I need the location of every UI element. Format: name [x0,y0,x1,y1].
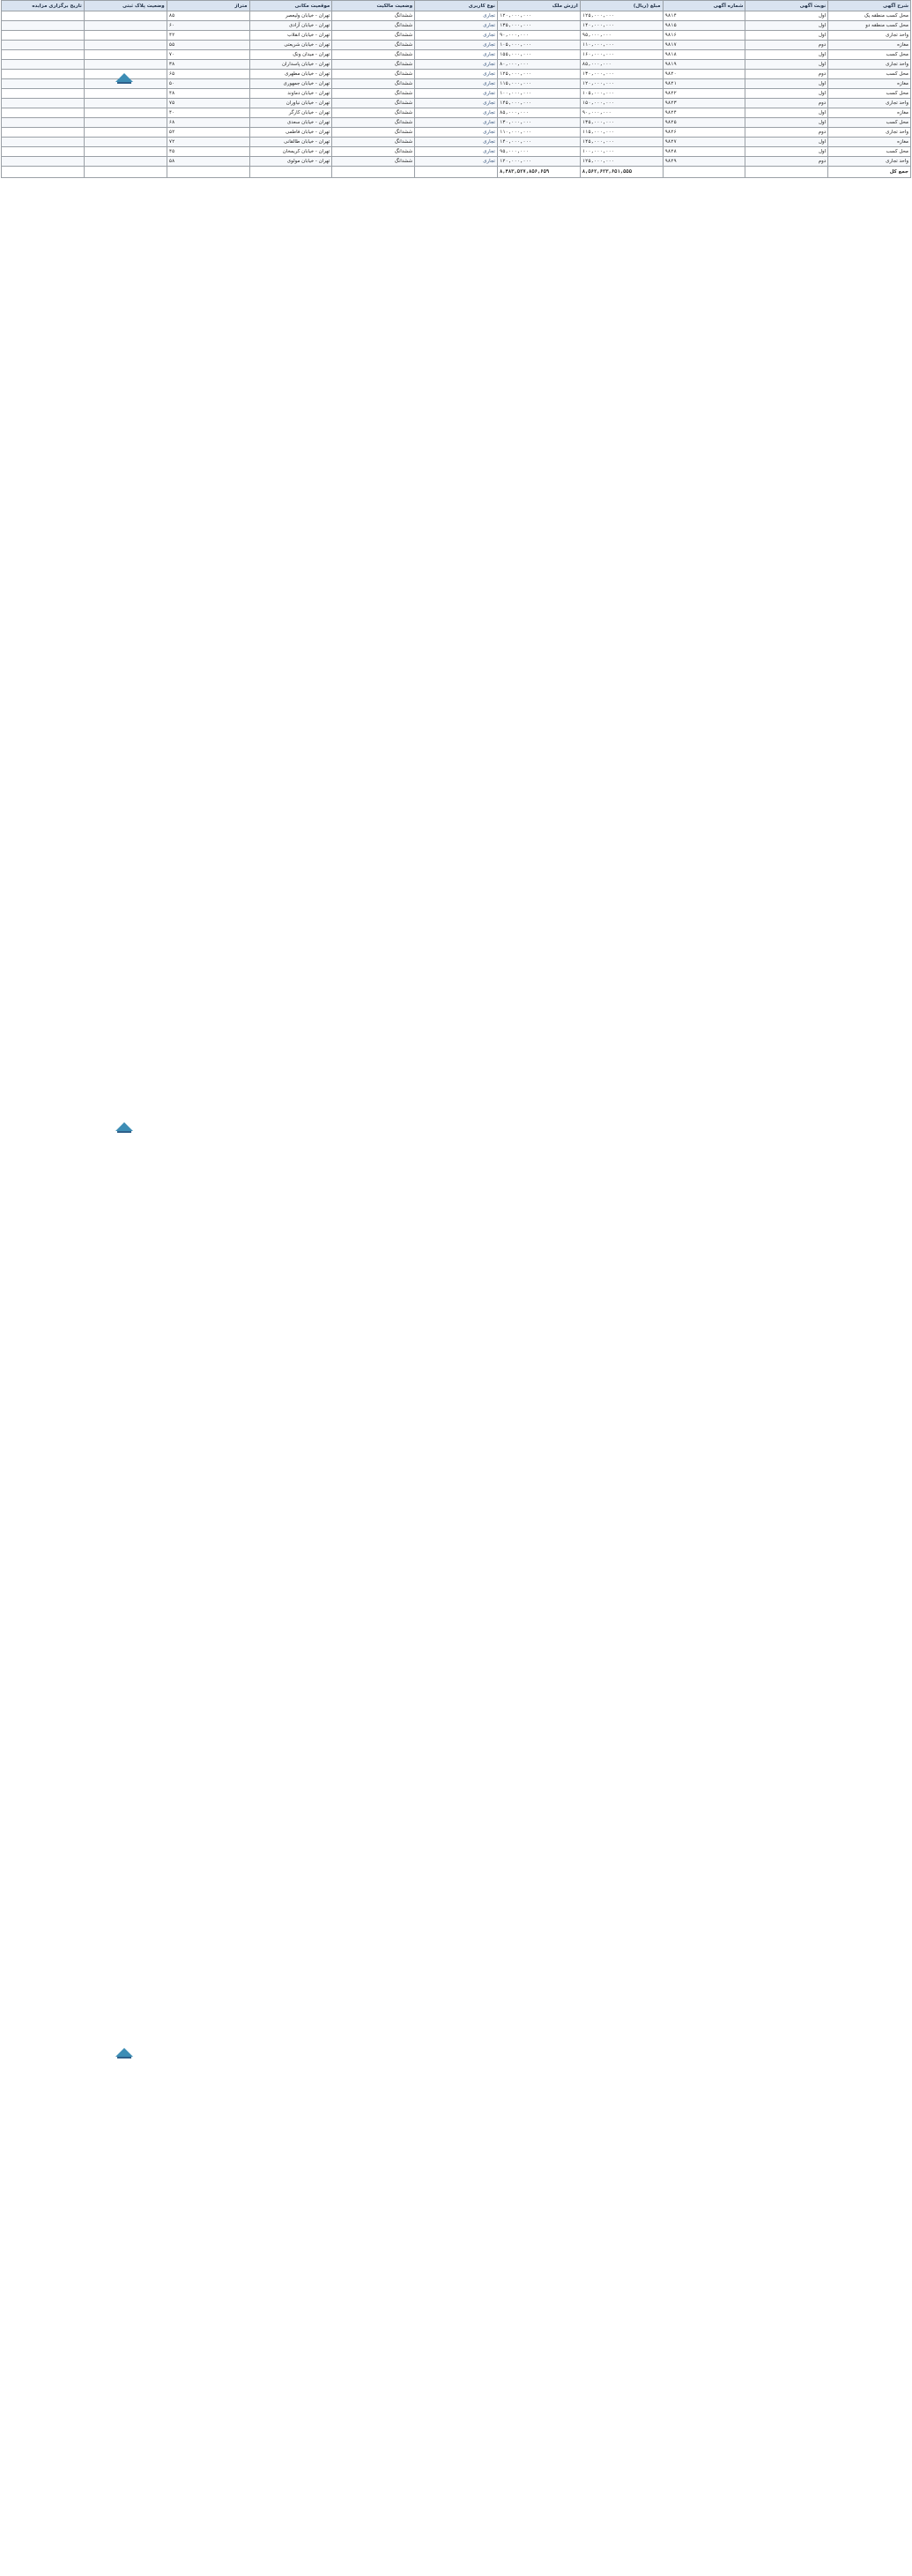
table-cell: ۹۸۱۹ [663,60,745,70]
table-cell: ۶۰ [167,21,249,31]
table-row [2,99,911,108]
table-cell: ۵۲ [167,128,249,138]
table-cell: ۱۱۵,۰۰۰,۰۰۰ [580,128,663,138]
table-cell [2,89,85,99]
table-cell: دوم [745,99,828,108]
table-cell: دوم [745,41,828,50]
column-header: ارزش ملک [497,1,580,11]
total-empty-cell [332,167,415,178]
column-header: وضعیت مالکیت [332,1,415,11]
column-header: نوع کاربری [415,1,498,11]
table-cell: ششدانگ [332,118,415,128]
table-cell [84,31,167,41]
table-cell [84,50,167,60]
table-cell: ششدانگ [332,31,415,41]
table-cell: ششدانگ [332,21,415,31]
table-cell [2,118,85,128]
column-header: نوبت آگهی [745,1,828,11]
table-cell: ۱۰۵,۰۰۰,۰۰۰ [497,41,580,50]
table-cell: اول [745,118,828,128]
table-cell: تجاری [415,89,498,99]
table-cell: ۱۲۵,۰۰۰,۰۰۰ [497,70,580,79]
table-cell [84,118,167,128]
table-cell: تجاری [415,138,498,147]
table-cell: مغازه [828,108,911,118]
table-cell: تجاری [415,11,498,21]
logo-mark-icon [114,71,135,85]
total-label: جمع کل [828,167,911,178]
table-cell [2,31,85,41]
table-cell: تهران - خیابان ولیعصر [249,11,332,21]
table-cell: تهران - خیابان جمهوری [249,79,332,89]
table-cell [2,99,85,108]
total-empty-cell [663,167,745,178]
table-cell: اول [745,60,828,70]
table-cell [2,128,85,138]
table-cell: ۹۸۲۶ [663,128,745,138]
table-cell: ۱۳۰,۰۰۰,۰۰۰ [580,70,663,79]
table-row [2,79,911,89]
table-cell: تهران - خیابان طالقانی [249,138,332,147]
table-row [2,108,911,118]
table-cell: ششدانگ [332,79,415,89]
table-cell: تجاری [415,41,498,50]
total-row [2,167,911,178]
table-cell: ۱۱۵,۰۰۰,۰۰۰ [497,79,580,89]
table-cell: ۹۸۲۹ [663,157,745,167]
table-row [2,128,911,138]
table-cell: تجاری [415,70,498,79]
table-cell: ۹۸۱۸ [663,50,745,60]
table-cell: ۵۸ [167,157,249,167]
table-cell: تجاری [415,99,498,108]
table-cell: تجاری [415,108,498,118]
table-cell: تهران - خیابان فاطمی [249,128,332,138]
table-cell: تهران - خیابان سعدی [249,118,332,128]
total-empty-cell [249,167,332,178]
table-cell: ششدانگ [332,41,415,50]
table-cell [84,60,167,70]
total-value: ۸,۵۶۲,۶۲۳,۶۵۱,۵۵۵ [580,167,663,178]
table-cell: ۹۸۲۴ [663,108,745,118]
table-cell: اول [745,108,828,118]
table-cell [84,138,167,147]
table-cell: ششدانگ [332,89,415,99]
table-cell: ششدانگ [332,147,415,157]
table-cell: دوم [745,157,828,167]
table-cell: ۹۰,۰۰۰,۰۰۰ [497,31,580,41]
table-cell: ۳۸ [167,60,249,70]
table-cell: ۱۲۵,۰۰۰,۰۰۰ [580,157,663,167]
header-row [2,1,911,11]
table-cell [2,50,85,60]
table-cell: ۱۱۰,۰۰۰,۰۰۰ [497,128,580,138]
table-cell: مغازه [828,79,911,89]
table-cell: ۱۲۰,۰۰۰,۰۰۰ [580,79,663,89]
table-cell: ۶۵ [167,70,249,79]
total-empty-cell [167,167,249,178]
table-row [2,147,911,157]
table-row [2,60,911,70]
column-header: وضعیت پلاک ثبتی [84,1,167,11]
table-cell: اول [745,138,828,147]
table-cell [84,128,167,138]
total-empty-cell [415,167,498,178]
table-cell: اول [745,21,828,31]
table-cell: ۹۵,۰۰۰,۰۰۰ [497,147,580,157]
table-cell [2,60,85,70]
table-cell: مغازه [828,138,911,147]
table-cell: ۹۸۲۳ [663,99,745,108]
table-cell: تهران - خیابان مولوی [249,157,332,167]
table-cell: ۹۵,۰۰۰,۰۰۰ [580,31,663,41]
table-cell: ۹۸۲۰ [663,70,745,79]
column-header: شماره آگهی [663,1,745,11]
table-row [2,157,911,167]
table-row [2,11,911,21]
table-cell: ۹۸۲۵ [663,118,745,128]
table-cell: ۱۳۵,۰۰۰,۰۰۰ [497,21,580,31]
table-row [2,21,911,31]
table-cell: ۸۵,۰۰۰,۰۰۰ [580,60,663,70]
table-cell: ششدانگ [332,108,415,118]
table-row [2,138,911,147]
table-cell: ششدانگ [332,138,415,147]
table-row [2,118,911,128]
table-cell: ششدانگ [332,50,415,60]
table-cell: تهران - خیابان آزادی [249,21,332,31]
table-cell: دوم [745,70,828,79]
table-cell: ۱۱۰,۰۰۰,۰۰۰ [580,41,663,50]
table-cell: ۶۸ [167,118,249,128]
table-cell [84,11,167,21]
table-cell [84,99,167,108]
column-header: متراژ [167,1,249,11]
table-body [2,11,911,178]
table-cell: تهران - خیابان مطهری [249,70,332,79]
table-cell: تهران - خیابان کارگر [249,108,332,118]
table-cell: واحد تجاری [828,31,911,41]
table-cell: اول [745,79,828,89]
table-cell: ۴۵ [167,147,249,157]
table-cell: ۴۰ [167,108,249,118]
table-row [2,31,911,41]
table-cell: اول [745,89,828,99]
table-cell [2,147,85,157]
table-cell [84,89,167,99]
table-row [2,50,911,60]
table-cell: واحد تجاری [828,128,911,138]
table-cell: تجاری [415,21,498,31]
table-cell: ۴۸ [167,89,249,99]
table-cell: ششدانگ [332,70,415,79]
table-cell: ۷۵ [167,99,249,108]
table-cell: محل کسب [828,118,911,128]
table-cell: ۹۸۲۸ [663,147,745,157]
table-cell: ششدانگ [332,60,415,70]
table-cell: ۹۸۱۴ [663,11,745,21]
table-cell: اول [745,50,828,60]
table-cell: ۱۲۰,۰۰۰,۰۰۰ [497,11,580,21]
table-cell [2,41,85,50]
column-header: موقعیت مکانی [249,1,332,11]
logo-mark-icon [114,1120,135,1134]
table-cell: ششدانگ [332,157,415,167]
table-cell: محل کسب منطقه دو [828,21,911,31]
table-cell: ۴۲ [167,31,249,41]
table-cell: ۸۵,۰۰۰,۰۰۰ [497,108,580,118]
table-cell: مغازه [828,41,911,50]
table-cell: اول [745,31,828,41]
table-cell: دوم [745,128,828,138]
table-cell: تهران - خیابان دماوند [249,89,332,99]
table-cell: ۱۰۰,۰۰۰,۰۰۰ [497,89,580,99]
table-cell: تهران - میدان ونک [249,50,332,60]
table-cell [84,41,167,50]
column-header: تاریخ برگزاری مزایده [2,1,85,11]
table-cell: محل کسب [828,50,911,60]
table-cell [2,11,85,21]
column-header: شرح آگهی [828,1,911,11]
table-cell: ششدانگ [332,128,415,138]
table-cell: واحد تجاری [828,99,911,108]
table-cell: ۹۸۲۲ [663,89,745,99]
table-cell: تجاری [415,31,498,41]
total-value: ۸,۴۸۳,۵۲۷,۸۵۶,۶۵۹ [497,167,580,178]
table-cell: تهران - خیابان شریعتی [249,41,332,50]
table-cell: ۱۴۰,۰۰۰,۰۰۰ [580,21,663,31]
table-cell [2,157,85,167]
table-cell [84,21,167,31]
table-cell: اول [745,147,828,157]
logo-mark-icon [114,2045,135,2059]
table-cell: تهران - خیابان کریمخان [249,147,332,157]
table-cell [84,108,167,118]
table-cell: ۱۴۵,۰۰۰,۰۰۰ [580,138,663,147]
table-cell [2,108,85,118]
table-cell: محل کسب [828,70,911,79]
table-cell [2,79,85,89]
table-cell: ۱۳۰,۰۰۰,۰۰۰ [497,118,580,128]
table-cell: ۱۵۰,۰۰۰,۰۰۰ [580,99,663,108]
table-cell: ۱۴۰,۰۰۰,۰۰۰ [497,138,580,147]
company-logo [114,1120,135,1134]
table-row [2,41,911,50]
table-header [2,1,911,11]
table-cell: ۱۰۰,۰۰۰,۰۰۰ [580,147,663,157]
report-sheet [1,0,911,178]
table-cell: تهران - خیابان پاسداران [249,60,332,70]
table-cell: ۱۲۵,۰۰۰,۰۰۰ [580,11,663,21]
table-cell: ۷۰ [167,50,249,60]
table-cell: تجاری [415,128,498,138]
table-cell: واحد تجاری [828,157,911,167]
table-cell: ۱۴۵,۰۰۰,۰۰۰ [497,99,580,108]
table-cell [2,70,85,79]
company-logo [114,2045,135,2059]
total-empty-cell [745,167,828,178]
table-cell: ۹۸۲۷ [663,138,745,147]
table-cell: محل کسب [828,147,911,157]
table-cell: ۹۸۱۶ [663,31,745,41]
table-cell: ششدانگ [332,99,415,108]
table-cell: ۱۰۵,۰۰۰,۰۰۰ [580,89,663,99]
table-cell [84,157,167,167]
table-cell: ۱۶۰,۰۰۰,۰۰۰ [580,50,663,60]
table-cell: ۱۳۵,۰۰۰,۰۰۰ [580,118,663,128]
total-empty-cell [84,167,167,178]
table-cell: تجاری [415,79,498,89]
table-cell: اول [745,11,828,21]
table-cell: تجاری [415,50,498,60]
table-cell: ۹۸۲۱ [663,79,745,89]
table-cell: ششدانگ [332,11,415,21]
table-cell: ۵۰ [167,79,249,89]
table-cell: ۵۵ [167,41,249,50]
table-cell: تجاری [415,118,498,128]
company-logo [114,71,135,85]
table-cell: ۱۵۵,۰۰۰,۰۰۰ [497,50,580,60]
table-cell: ۸۵ [167,11,249,21]
column-header: مبلغ (ریال) [580,1,663,11]
table-cell [2,21,85,31]
table-cell: ۹۸۱۷ [663,41,745,50]
table-cell: ۱۲۰,۰۰۰,۰۰۰ [497,157,580,167]
table-cell: محل کسب [828,89,911,99]
table-cell: تجاری [415,60,498,70]
table-row [2,89,911,99]
table-cell: محل کسب منطقه یک [828,11,911,21]
total-empty-cell [2,167,85,178]
table-cell: تهران - خیابان نیاوران [249,99,332,108]
auction-table [1,0,911,178]
table-cell: ۹۰,۰۰۰,۰۰۰ [580,108,663,118]
table-cell: ۷۲ [167,138,249,147]
table-cell: تجاری [415,157,498,167]
table-cell [2,138,85,147]
table-cell [84,147,167,157]
table-cell: تجاری [415,147,498,157]
table-row [2,70,911,79]
table-cell: ۸۰,۰۰۰,۰۰۰ [497,60,580,70]
table-cell: ۹۸۱۵ [663,21,745,31]
table-cell: واحد تجاری [828,60,911,70]
table-cell: تهران - خیابان انقلاب [249,31,332,41]
